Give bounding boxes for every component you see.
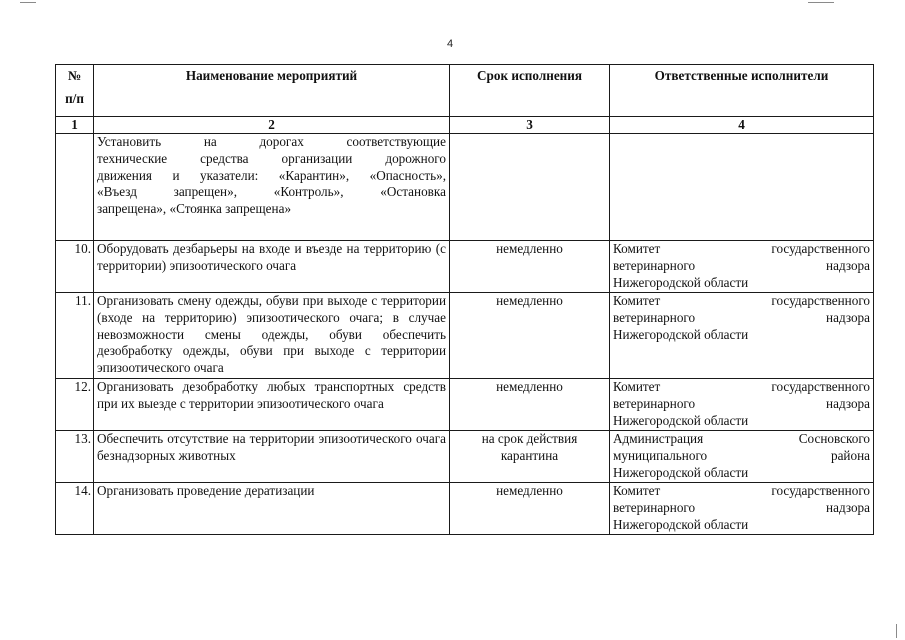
responsible-word: государственного	[771, 293, 870, 308]
header-measure: Наименование мероприятий	[94, 65, 450, 117]
responsible-cell	[610, 241, 874, 293]
deadline-text: немедленно	[496, 293, 563, 308]
deadline-text: немедленно	[496, 379, 563, 394]
continuation-responsible-cell	[610, 134, 874, 241]
responsible-word: муниципального	[613, 447, 708, 463]
responsible-word: Администрация	[613, 431, 704, 446]
deadline-cell	[450, 241, 610, 293]
header-responsible: Ответственные исполнители	[610, 65, 874, 117]
table-row	[56, 293, 874, 379]
deadline-text: карантина	[500, 447, 559, 463]
header-deadline: Срок исполнения	[450, 65, 610, 117]
deadline-text: немедленно	[496, 483, 563, 498]
responsible-line	[613, 448, 870, 465]
responsible-cell	[610, 483, 874, 535]
header-num	[56, 65, 94, 117]
row-number: 12.	[56, 379, 94, 431]
scan-mark-bottom-right	[896, 624, 897, 638]
responsible-cell	[610, 431, 874, 483]
responsible-cell	[610, 293, 874, 379]
responsible-word: ветеринарного	[613, 257, 696, 273]
column-number-4: 4	[610, 117, 874, 134]
responsible-line	[613, 431, 870, 448]
continuation-line: «Въезд запрещен», «Контроль», «Остановка	[97, 184, 446, 200]
responsible-word: государственного	[771, 483, 870, 498]
responsible-word: Комитет	[613, 241, 661, 256]
responsible-line	[613, 483, 870, 500]
responsible-line	[613, 293, 870, 310]
column-number-1: 1	[56, 117, 94, 134]
responsible-word: Комитет	[613, 483, 661, 498]
responsible-word: государственного	[771, 241, 870, 256]
continuation-line: запрещена», «Стоянка запрещена»	[97, 201, 292, 217]
continuation-row	[56, 134, 874, 241]
responsible-word: Нижегородской области	[613, 274, 749, 290]
deadline-cell	[450, 483, 610, 535]
measure-text: Обеспечить отсутствие на территории эпизоотического очага безнадзорных животных	[94, 431, 450, 483]
responsible-line	[613, 310, 870, 327]
scan-mark-top-right	[808, 2, 834, 3]
table-row	[56, 379, 874, 431]
continuation-measure-cell	[94, 134, 450, 241]
responsible-word: надзора	[826, 395, 870, 411]
responsible-line	[613, 413, 870, 430]
responsible-cell	[610, 379, 874, 431]
deadline-cell	[450, 431, 610, 483]
responsible-line	[613, 275, 870, 292]
row-number: 11.	[56, 293, 94, 379]
responsible-line	[613, 396, 870, 413]
responsible-line	[613, 517, 870, 534]
continuation-line: движения и указатели: «Карантин», «Опасность»,	[97, 167, 446, 183]
responsible-word: Нижегородской области	[613, 326, 749, 342]
continuation-num-cell	[56, 134, 94, 241]
responsible-word: государственного	[771, 379, 870, 394]
responsible-word: района	[830, 447, 870, 463]
responsible-word: Нижегородской области	[613, 464, 749, 480]
responsible-word: надзора	[826, 499, 870, 515]
deadline-text: немедленно	[496, 241, 563, 256]
responsible-word: Комитет	[613, 379, 661, 394]
responsible-line	[613, 241, 870, 258]
responsible-word: Нижегородской области	[613, 412, 749, 428]
responsible-word: надзора	[826, 309, 870, 325]
measure-text: Организовать дезобработку любых транспортных средств при их выезде с территории эпизоотического очага	[94, 379, 450, 431]
row-number: 14.	[56, 483, 94, 535]
measures-table	[55, 64, 874, 535]
page-number: 4	[447, 38, 454, 50]
deadline-cell	[450, 379, 610, 431]
table-row	[56, 431, 874, 483]
deadline-cell	[450, 293, 610, 379]
measure-text: Организовать проведение дератизации	[94, 483, 450, 535]
responsible-word: ветеринарного	[613, 309, 696, 325]
scan-mark-top-left	[20, 2, 36, 3]
responsible-line	[613, 327, 870, 344]
responsible-line	[613, 258, 870, 275]
responsible-line	[613, 379, 870, 396]
continuation-line: Установить на дорогах соответствующие	[97, 134, 446, 149]
table-row	[56, 241, 874, 293]
responsible-word: Комитет	[613, 293, 661, 308]
continuation-line: технические средства организации дорожного	[97, 150, 446, 166]
measure-text: Организовать смену одежды, обуви при выходе с территории (входе на территорию) эпизоотического очага; в случае невозможности смены одежды, обуви обеспечить дезобработку одежды, обуви при выходе с территории эпизоотического очага	[94, 293, 450, 379]
column-number-2: 2	[94, 117, 450, 134]
column-numbers-row	[56, 117, 874, 134]
continuation-deadline-cell	[450, 134, 610, 241]
column-number-3: 3	[450, 117, 610, 134]
responsible-line	[613, 500, 870, 517]
row-number: 10.	[56, 241, 94, 293]
responsible-word: Нижегородской области	[613, 516, 749, 532]
row-number: 13.	[56, 431, 94, 483]
header-num-line1: №	[67, 68, 82, 83]
responsible-word: ветеринарного	[613, 499, 696, 515]
table-row	[56, 483, 874, 535]
responsible-word: надзора	[826, 257, 870, 273]
responsible-line	[613, 465, 870, 482]
responsible-word: ветеринарного	[613, 395, 696, 411]
table-header-row	[56, 65, 874, 117]
deadline-text: на срок действия	[481, 431, 578, 446]
header-num-line2: п/п	[65, 90, 84, 106]
responsible-word: Сосновского	[798, 431, 870, 446]
measure-text: Оборудовать дезбарьеры на входе и въезде на территорию (с территории) эпизоотического очага	[94, 241, 450, 293]
